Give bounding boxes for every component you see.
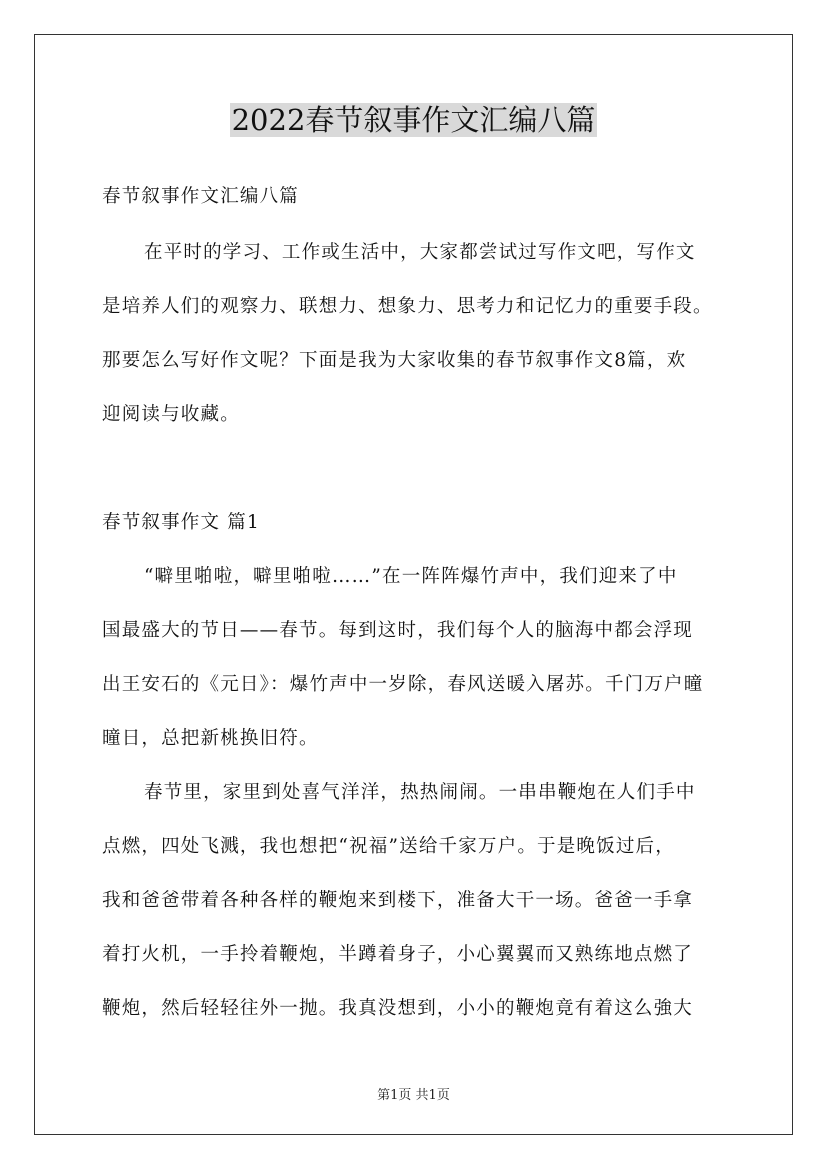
para1-line-2: 国最盛大的节日——春节。每到这时，我们每个人的脑海中都会浮现 bbox=[102, 620, 694, 641]
para2-line-5: 鞭炮，然后轻轻往外一抛。我真没想到，小小的鞭炮竟有着这么強大 bbox=[102, 998, 694, 1019]
subtitle: 春节叙事作文汇编八篇 bbox=[102, 186, 300, 207]
document-title-text: 2022春节叙事作文汇编八篇 bbox=[231, 103, 596, 137]
para2-line-2: 点燃，四处飞溅，我也想把“祝福”送给千家万户。于是晚饭过后， bbox=[102, 836, 675, 857]
para2-line-1: 春节里，家里到处喜气洋洋，热热闹闹。一串串鞭炮在人们手中 bbox=[144, 782, 696, 803]
para1-line-3: 出王安石的《元日》：爆竹声中一岁除，春风送暖入屠苏。千门万户曈 bbox=[102, 674, 704, 695]
intro-line-2: 是培养人们的观察力、联想力、想象力、思考力和记忆力的重要手段。 bbox=[102, 296, 713, 317]
intro-line-4: 迎阅读与收藏。 bbox=[102, 404, 240, 425]
intro-line-1: 在平时的学习、工作或生活中，大家都尝试过写作文吧，写作文 bbox=[144, 242, 696, 263]
intro-line-3: 那要怎么写好作文呢？下面是我为大家收集的春节叙事作文8篇，欢 bbox=[102, 350, 687, 371]
para2-line-4: 着打火机，一手拎着鞭炮，半蹲着身子，小心翼翼而又熟练地点燃了 bbox=[102, 944, 694, 965]
para1-line-4: 曈日，总把新桃换旧符。 bbox=[102, 728, 319, 749]
para1-line-1: “噼里啪啦，噼里啪啦……”在一阵阵爆竹声中，我们迎来了中 bbox=[144, 566, 678, 587]
section-heading: 春节叙事作文 篇1 bbox=[102, 512, 260, 533]
document-title bbox=[0, 100, 827, 140]
para2-line-3: 我和爸爸带着各种各样的鞭炮来到楼下，准备大干一场。爸爸一手拿 bbox=[102, 890, 694, 911]
page-footer: 第1页 共1页 bbox=[377, 1088, 450, 1103]
